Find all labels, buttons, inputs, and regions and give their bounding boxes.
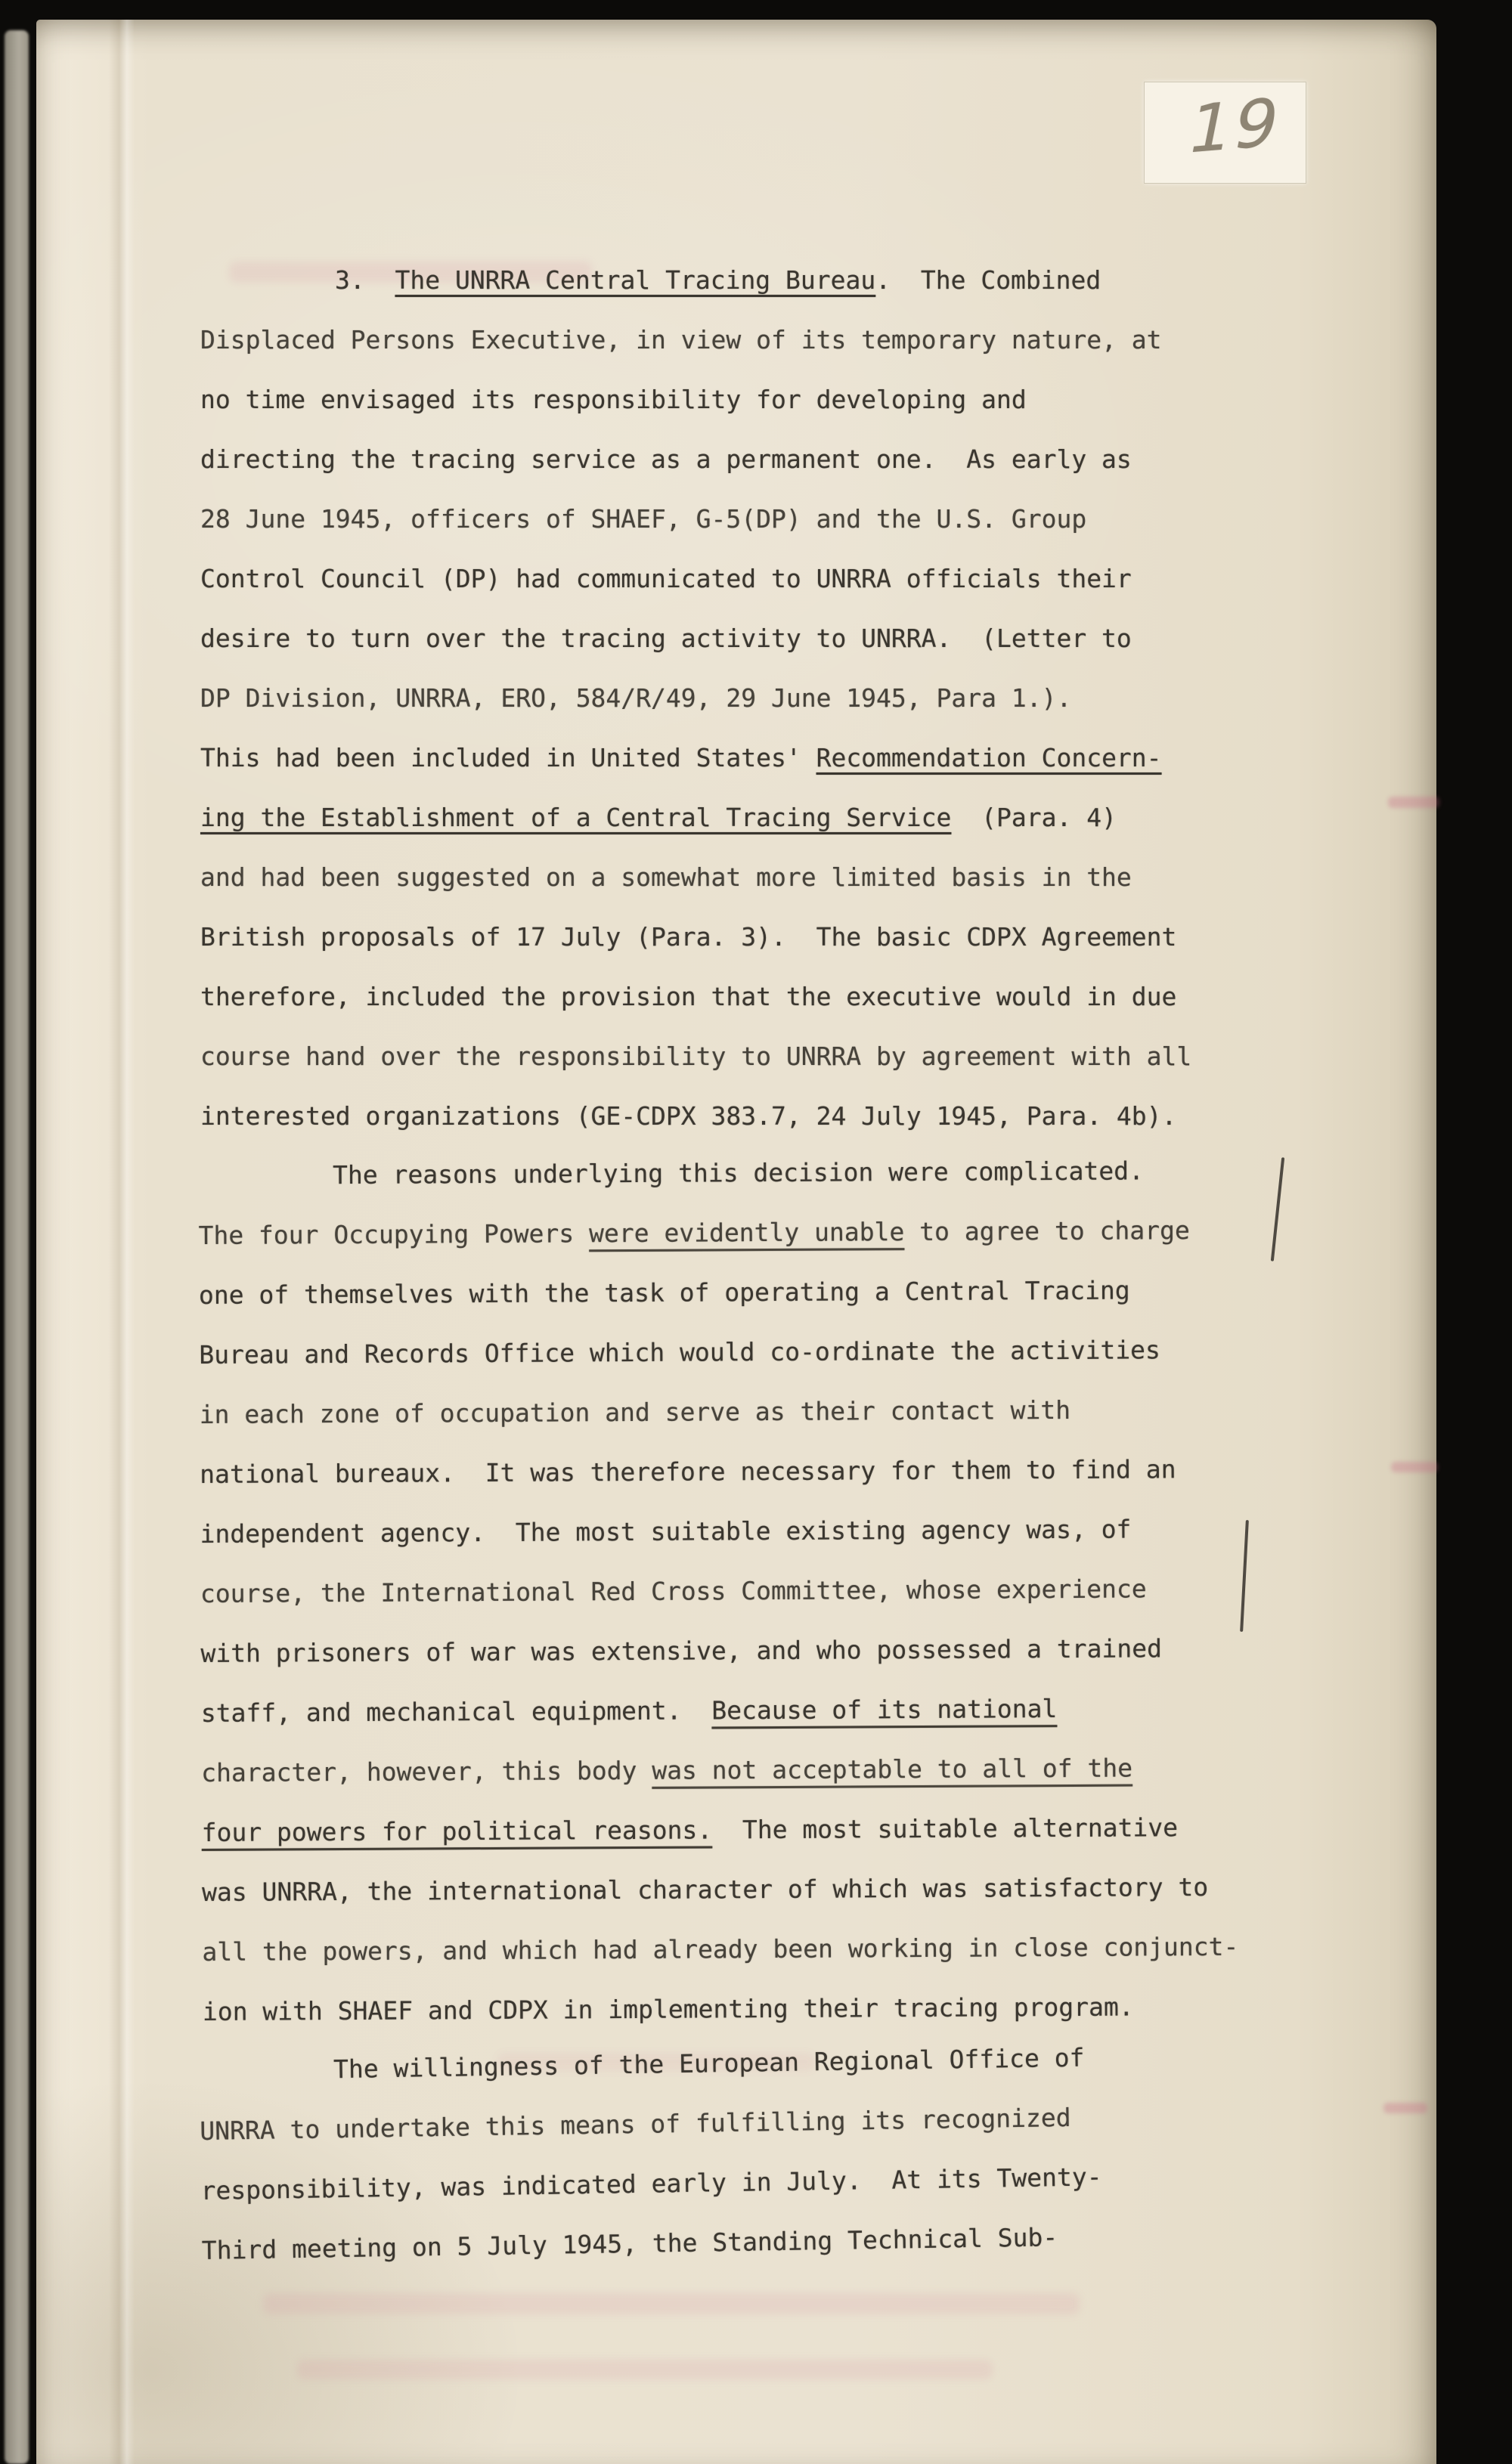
text-line [201, 1738, 1275, 1803]
text-segment: ion with SHAEF and CDPX in implementing their tracing program. [202, 1992, 1134, 2026]
pink-smudge-artifact [1391, 1462, 1438, 1472]
text-line [202, 1917, 1275, 1982]
text-line [200, 1379, 1273, 1444]
paragraph [200, 250, 1274, 1146]
ink-bleed-artifact [263, 2293, 1080, 2314]
handwritten-page-number: 19 [1181, 83, 1288, 169]
text-segment: national bureaux. It was therefore necessary for them to find an [200, 1454, 1176, 1490]
pink-smudge-artifact [1383, 2103, 1427, 2113]
text-segment: course hand over the responsibility to UNRRA by agreement with all [200, 1042, 1192, 1071]
text-segment: The reasons underlying this decision were complicated. [332, 1156, 1145, 1190]
adjacent-page-edge [5, 30, 29, 2464]
ink-bleed-artifact [297, 2360, 993, 2379]
underlined-text-segment: The UNRRA Central Tracing Bureau [395, 265, 876, 295]
text-segment: 28 June 1945, officers of SHAEF, G-5(DP) and the U.S. Group [200, 504, 1087, 534]
underlined-text-segment: ing the Establishment of a Central Tracing Service [200, 803, 952, 832]
text-segment: (Para. 4) [951, 803, 1117, 832]
text-line [200, 967, 1274, 1026]
text-segment: UNRRA to undertake this means of fulfilling its recognized [200, 2102, 1071, 2147]
text-segment: to agree to charge [904, 1215, 1190, 1247]
text-line [200, 429, 1274, 489]
text-segment: . The Combined [875, 265, 1101, 295]
text-segment: 3. [335, 265, 395, 295]
text-line [200, 728, 1274, 788]
underlined-text-segment: were evidently unable [588, 1217, 905, 1249]
text-segment: desire to turn over the tracing activity to UNRRA. (Letter to [200, 624, 1132, 653]
text-segment: character, however, this body [201, 1755, 652, 1788]
text-line [200, 489, 1274, 549]
underlined-text-segment: Because of its national [711, 1694, 1058, 1726]
text-segment: Third meeting on 5 July 1945, the Standing Technical Sub- [201, 2222, 1058, 2265]
text-segment: course, the International Red Cross Committee, whose experience [200, 1574, 1147, 1608]
text-line [198, 1200, 1272, 1265]
typewritten-text-block [200, 250, 1274, 2280]
text-segment: responsibility, was indicated early in July. At its Twenty- [200, 2162, 1102, 2206]
text-line [200, 788, 1274, 847]
paragraph [199, 2025, 1276, 2280]
text-segment: all the powers, and which had already been working in close conjunct- [202, 1931, 1239, 1967]
underlined-text-segment: was not acceptable to all of the [652, 1753, 1133, 1785]
text-line [198, 1141, 1272, 1206]
text-line [200, 250, 1274, 310]
text-segment: Bureau and Records Office which would co-ordinate the activities [199, 1335, 1160, 1370]
underlined-text-segment: Recommendation Concern- [816, 743, 1162, 772]
text-segment: in each zone of occupation and serve as their contact with [199, 1395, 1071, 1430]
text-segment: no time envisaged its responsibility for developing and [200, 385, 1027, 414]
text-segment: interested organizations (GE-CDPX 383.7, 24 July 1945, Para. 4b). [200, 1101, 1177, 1131]
text-segment: Displaced Persons Executive, in view of its temporary nature, at [200, 325, 1162, 354]
text-line [200, 370, 1274, 429]
underlined-text-segment: four powers for political reasons. [201, 1815, 713, 1847]
paragraph [198, 1141, 1276, 2041]
text-line [200, 1439, 1273, 1504]
text-segment: British proposals of 17 July (Para. 3). The basic CDPX Agreement [200, 922, 1177, 952]
pink-smudge-artifact [1388, 797, 1439, 808]
text-line [201, 1797, 1275, 1862]
text-segment: therefore, included the provision that the executive would in due [200, 982, 1177, 1011]
text-segment: The willingness of the European Regional Office of [333, 2042, 1085, 2085]
text-segment: was UNRRA, the international character of which was satisfactory to [201, 1872, 1209, 1907]
text-segment: The most suitable alternative [712, 1812, 1179, 1845]
text-line [199, 1320, 1272, 1385]
text-segment: and had been suggested on a somewhat more limited basis in the [200, 862, 1132, 892]
text-line [200, 1499, 1273, 1564]
text-segment: staff, and mechanical equipment. [200, 1695, 712, 1728]
text-line [200, 1086, 1274, 1146]
text-segment: DP Division, UNRRA, ERO, 584/R/49, 29 June 1945, Para 1.). [200, 683, 1072, 713]
text-segment: independent agency. The most suitable existing agency was, of [200, 1514, 1132, 1549]
text-line [200, 1026, 1274, 1086]
text-line [199, 1260, 1272, 1325]
binding-crease [109, 20, 135, 2464]
text-line [201, 1678, 1275, 1743]
text-segment: directing the tracing service as a permanent one. As early as [200, 444, 1132, 474]
text-line [200, 1559, 1274, 1624]
text-line [202, 1857, 1275, 1922]
text-segment: one of themselves with the task of operating a Central Tracing [198, 1275, 1130, 1311]
text-line [200, 1618, 1274, 1683]
page-number-patch [1144, 82, 1306, 184]
text-line [200, 847, 1274, 907]
text-line [200, 668, 1274, 728]
text-line [200, 907, 1274, 967]
text-segment: This had been included in United States' [200, 743, 816, 772]
paper-sheet [36, 20, 1436, 2464]
text-line [200, 608, 1274, 668]
text-line [200, 310, 1274, 370]
text-segment: Control Council (DP) had communicated to UNRRA officials their [200, 564, 1132, 593]
text-segment: with prisoners of war was extensive, and who possessed a trained [200, 1633, 1163, 1668]
text-segment: The four Occupying Powers [198, 1218, 590, 1251]
text-line [200, 549, 1274, 608]
